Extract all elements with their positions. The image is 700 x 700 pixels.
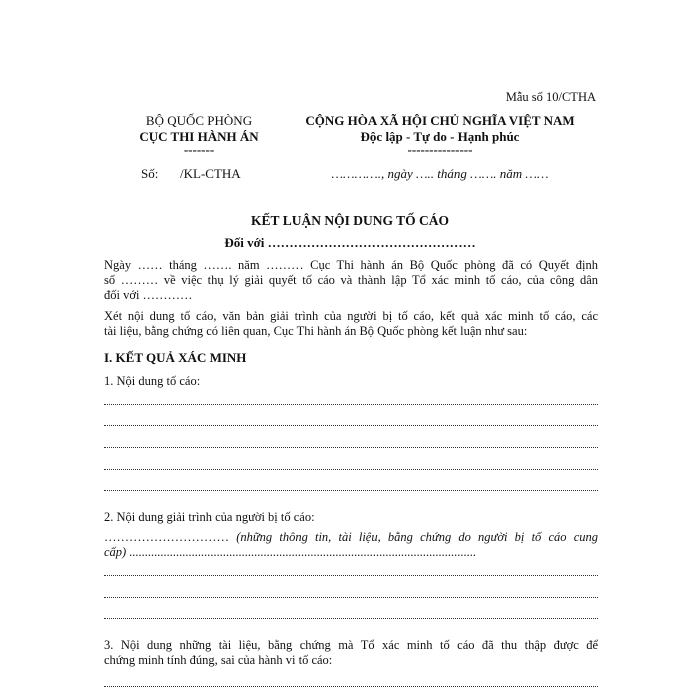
- ministry-name: BỘ QUỐC PHÒNG: [145, 113, 253, 128]
- agency-divider: -------: [183, 142, 215, 157]
- item-3-heading: [104, 638, 598, 668]
- item-2-note-continuation: cấp) ...............................................................................................................: [104, 545, 477, 559]
- dotted-line: [104, 447, 598, 448]
- intro-line-2: số ……… về việc thụ lý giải quyết tố cáo và thành lập Tổ xác minh tố cáo, của công dân: [104, 273, 598, 287]
- document-number-label: Số:: [141, 166, 159, 181]
- national-title: CỘNG HÒA XÃ HỘI CHỦ NGHĨA VIỆT NAM: [305, 113, 575, 128]
- dotted-line: [104, 490, 598, 491]
- consideration-line-1: Xét nội dung tố cáo, văn bản giải trình của người bị tố cáo, kết quả xác minh tố cáo, các: [104, 309, 598, 323]
- intro-line-3: đối với …………: [104, 288, 193, 302]
- agency-name: CỤC THI HÀNH ÁN: [139, 129, 259, 144]
- section-heading: I. KẾT QUẢ XÁC MINH: [104, 350, 247, 365]
- item-3-line-1: 3. Nội dung những tài liệu, bằng chứng mà Tổ xác minh tố cáo đã thu thập được để: [104, 638, 598, 652]
- dotted-line: [104, 686, 598, 687]
- document-subject: Đối với …………………………………………: [224, 235, 476, 250]
- motto-divider: ---------------: [407, 142, 473, 157]
- national-motto: Độc lập - Tự do - Hạnh phúc: [360, 129, 520, 144]
- consideration-paragraph: [104, 309, 598, 339]
- intro-line-1: Ngày …… tháng ……. năm ……… Cục Thi hành án Bộ Quốc phòng đã có Quyết định: [104, 258, 598, 272]
- item-3-line-2: chứng minh tính đúng, sai của hành vi tố cáo:: [104, 653, 333, 667]
- item-2-note-text: (những thông tin, tài liệu, bằng chứng do người bị tố cáo cung: [236, 530, 599, 544]
- dotted-line: [104, 575, 598, 576]
- item-1-heading: 1. Nội dung tố cáo:: [104, 374, 201, 388]
- dotted-line: [104, 469, 598, 470]
- date-line: …………., ngày ….. tháng ……. năm ……: [331, 166, 549, 181]
- form-number: Mẫu số 10/CTHA: [505, 90, 596, 104]
- item-2-note-line-2: [104, 545, 598, 560]
- dotted-line: [104, 618, 598, 619]
- item-2-heading: 2. Nội dung giải trình của người bị tố cáo:: [104, 510, 315, 524]
- dotted-line: [104, 597, 598, 598]
- intro-paragraph: [104, 258, 598, 303]
- item-2-note-line-1: [104, 530, 598, 545]
- dotted-line: [104, 425, 598, 426]
- dotted-line: [104, 404, 598, 405]
- consideration-line-2: tài liệu, bằng chứng có liên quan, Cục Thi hành án Bộ Quốc phòng kết luận như sau:: [104, 324, 528, 338]
- document-title: KẾT LUẬN NỘI DUNG TỐ CÁO: [251, 213, 449, 228]
- document-number-suffix: /KL-CTHA: [180, 166, 241, 181]
- item-2-note: [104, 530, 598, 560]
- item-2-note-dots: …………………………: [104, 530, 229, 544]
